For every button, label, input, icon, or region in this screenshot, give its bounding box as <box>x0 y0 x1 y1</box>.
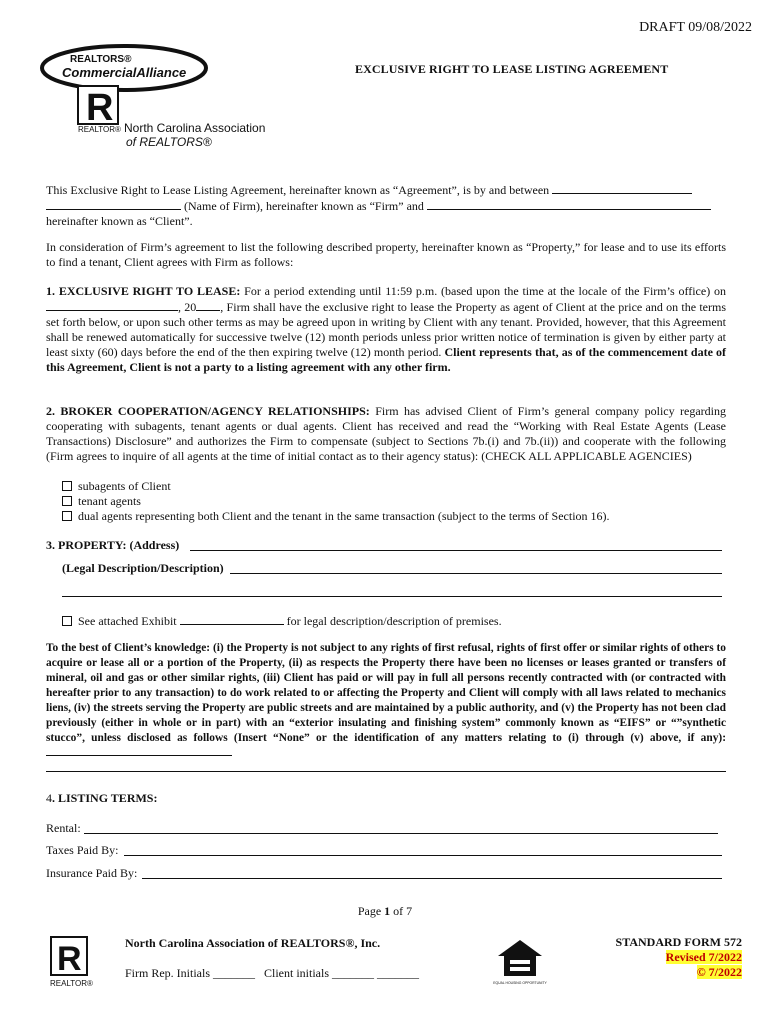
property-address-row <box>46 538 179 553</box>
equal-housing-text: EQUAL HOUSING OPPORTUNITY <box>493 981 547 985</box>
disclosure-blank[interactable] <box>46 746 232 756</box>
section-4-heading <box>46 791 157 806</box>
property-label: 3. PROPERTY: (Address) <box>46 538 180 552</box>
checkbox[interactable] <box>62 511 72 521</box>
exhibit-label-2: for legal description/description of premises. <box>286 614 502 628</box>
logo-assoc-line2: of REALTORS® <box>126 135 212 149</box>
intro-text-1: This Exclusive Right to Lease Listing Agreement, hereinafter known as “Agreement”, is by and between <box>46 183 550 197</box>
taxes-blank[interactable] <box>124 855 722 856</box>
exhibit-row <box>62 613 502 629</box>
footer-association <box>125 936 419 981</box>
page-label: Page <box>357 904 385 918</box>
expiration-date-blank[interactable] <box>46 299 178 311</box>
intro-text-3: hereinafter known as “Client”. <box>46 214 193 228</box>
logo-top-text: REALTORS® <box>70 54 132 65</box>
section-4-number: 4 <box>46 791 52 805</box>
equal-housing-icon <box>493 938 547 988</box>
rental-label: Rental: <box>46 821 81 835</box>
disclosure-blank-2[interactable] <box>46 771 726 772</box>
section-1-text-3: , Firm shall have the exclusive right to lease the Property as agent of Client at the price and on the terms set forth below, or upon such other terms as may be agreed upon in writing by Client with any tenant. Provided, however, that this Agreement shall be renewed automatically for successive twelve (12) month periods unless prior written notice of termination is given by either party at least sixty (60) days before the end of the then expiring twelve (12) month period. <box>46 300 727 359</box>
section-2-text: Firm has advised Client of Firm’s general company policy regarding cooperating with subagents, tenant agents or dual agents. Client has received and read the “Working with Real Estate Agents (Lease Transactions) Disclosure” and authorizes the Firm to compensate (subject to Sections 7b.(i) and 7b.(ii)) and cooperate with the following (Firm agrees to inquire of all agents at the time of initial contact as to their agency status): (CHECK ALL APPLICABLE AGENCIES) <box>46 404 727 463</box>
form-identifier <box>616 935 742 980</box>
realtors-commercial-alliance-logo <box>40 40 290 152</box>
section-1-year-prefix: , 20 <box>178 300 197 314</box>
page-current: 1 <box>384 904 391 918</box>
legal-description-label: (Legal Description/Description) <box>62 561 224 575</box>
firm-name-blank[interactable] <box>46 198 181 210</box>
document-title: EXCLUSIVE RIGHT TO LEASE LISTING AGREEMENT <box>355 62 669 76</box>
expiration-year-blank[interactable] <box>196 299 220 311</box>
exhibit-label: See attached Exhibit <box>78 614 177 628</box>
agency-options <box>62 479 610 524</box>
logo-realtor-small: REALTOR® <box>78 125 121 134</box>
section-1-text-1: For a period extending until 11:59 p.m. (based upon the time at the locale of the Firm’s office) on <box>244 284 727 298</box>
client-name-blank[interactable] <box>427 198 711 210</box>
section-1 <box>46 284 726 375</box>
association-name: North Carolina Association of REALTORS®, Inc. <box>125 936 381 950</box>
firm-initials: Firm Rep. Initials _______ <box>125 966 255 980</box>
logo-assoc-line1: North Carolina Association <box>124 121 266 135</box>
realtor-r-icon <box>50 936 93 988</box>
page-number <box>0 904 770 919</box>
section-1-bold-text: Client represents that, as of the commencement date of this Agreement, Client is not a party to a listing agreement with any other firm. <box>46 345 727 374</box>
option-label: subagents of Client <box>78 479 171 493</box>
party-blank[interactable] <box>552 182 692 194</box>
realtor-small-label: REALTOR® <box>50 979 93 988</box>
logo-main-text: CommercialAlliance <box>62 65 187 80</box>
insurance-label: Insurance Paid By: <box>46 866 138 880</box>
section-2 <box>46 404 726 464</box>
svg-text:R: R <box>57 940 82 978</box>
knowledge-text: To the best of Client’s knowledge: (i) the Property is not subject to any rights of first refusal, rights of first offer or similar rights of others to acquire or lease all or a portion of the Property, (ii) as respects the Property there have been no licenses or leases granted or transfers of mineral, oil and gas or other similar rights, (iii) Client has paid or will pay in full all persons recently contracted with (or contracted with hereafter prior to any transaction) to do work related to or affecting the Property and Client will comply with all laws related to mechanics liens, (iv) the streets serving the Property are public streets and are maintained by a public authority, and (v) the Property has not been clad previously (either in whole or in part) with an “exterior insulating and finishing system” commonly known as “EIFS” or “”synthetic stucco”, unless disclosed as follows (Insert “None” or the identification of any matters relating to (i) through (v) above, if any): <box>46 642 726 744</box>
taxes-label: Taxes Paid By: <box>46 843 119 857</box>
exhibit-checkbox[interactable] <box>62 616 72 626</box>
revised-date: Revised 7/2022 <box>665 950 742 964</box>
client-initials: Client initials _______ _______ <box>264 966 419 980</box>
agency-option-tenant-agents[interactable] <box>62 494 610 509</box>
exhibit-blank[interactable] <box>180 613 284 625</box>
legal-description-blank-2[interactable] <box>62 596 722 597</box>
logo-r-mark: R <box>86 87 114 129</box>
client-knowledge-paragraph <box>46 641 726 761</box>
intro-text-2: (Name of Firm), hereinafter known as “Firm” and <box>184 199 424 213</box>
consideration-paragraph: In consideration of Firm’s agreement to list the following described property, hereinafter known as “Property,” for lease and to use its efforts to find a tenant, Client agrees with Firm as follows: <box>46 240 726 269</box>
insurance-blank[interactable] <box>142 878 722 879</box>
legal-description-blank[interactable] <box>230 573 722 574</box>
section-1-heading: 1. EXCLUSIVE RIGHT TO LEASE: <box>46 284 241 298</box>
section-2-heading: 2. BROKER COOPERATION/AGENCY RELATIONSHIPS: <box>46 404 370 418</box>
form-number: STANDARD FORM 572 <box>615 935 742 949</box>
intro-paragraph <box>46 182 726 229</box>
checkbox[interactable] <box>62 496 72 506</box>
checkbox[interactable] <box>62 481 72 491</box>
agency-option-dual-agents[interactable] <box>62 509 610 524</box>
option-label: tenant agents <box>78 494 141 508</box>
draft-date: DRAFT 09/08/2022 <box>639 20 752 35</box>
option-label: dual agents representing both Client and the tenant in the same transaction (subject to the terms of Section 16). <box>78 509 610 523</box>
property-address-blank[interactable] <box>190 550 722 551</box>
section-4-title: . LISTING TERMS: <box>52 791 158 805</box>
rental-blank[interactable] <box>84 833 718 834</box>
agency-option-subagents[interactable] <box>62 479 610 494</box>
copyright-date: © 7/2022 <box>696 965 742 979</box>
page-total: of 7 <box>390 904 413 918</box>
